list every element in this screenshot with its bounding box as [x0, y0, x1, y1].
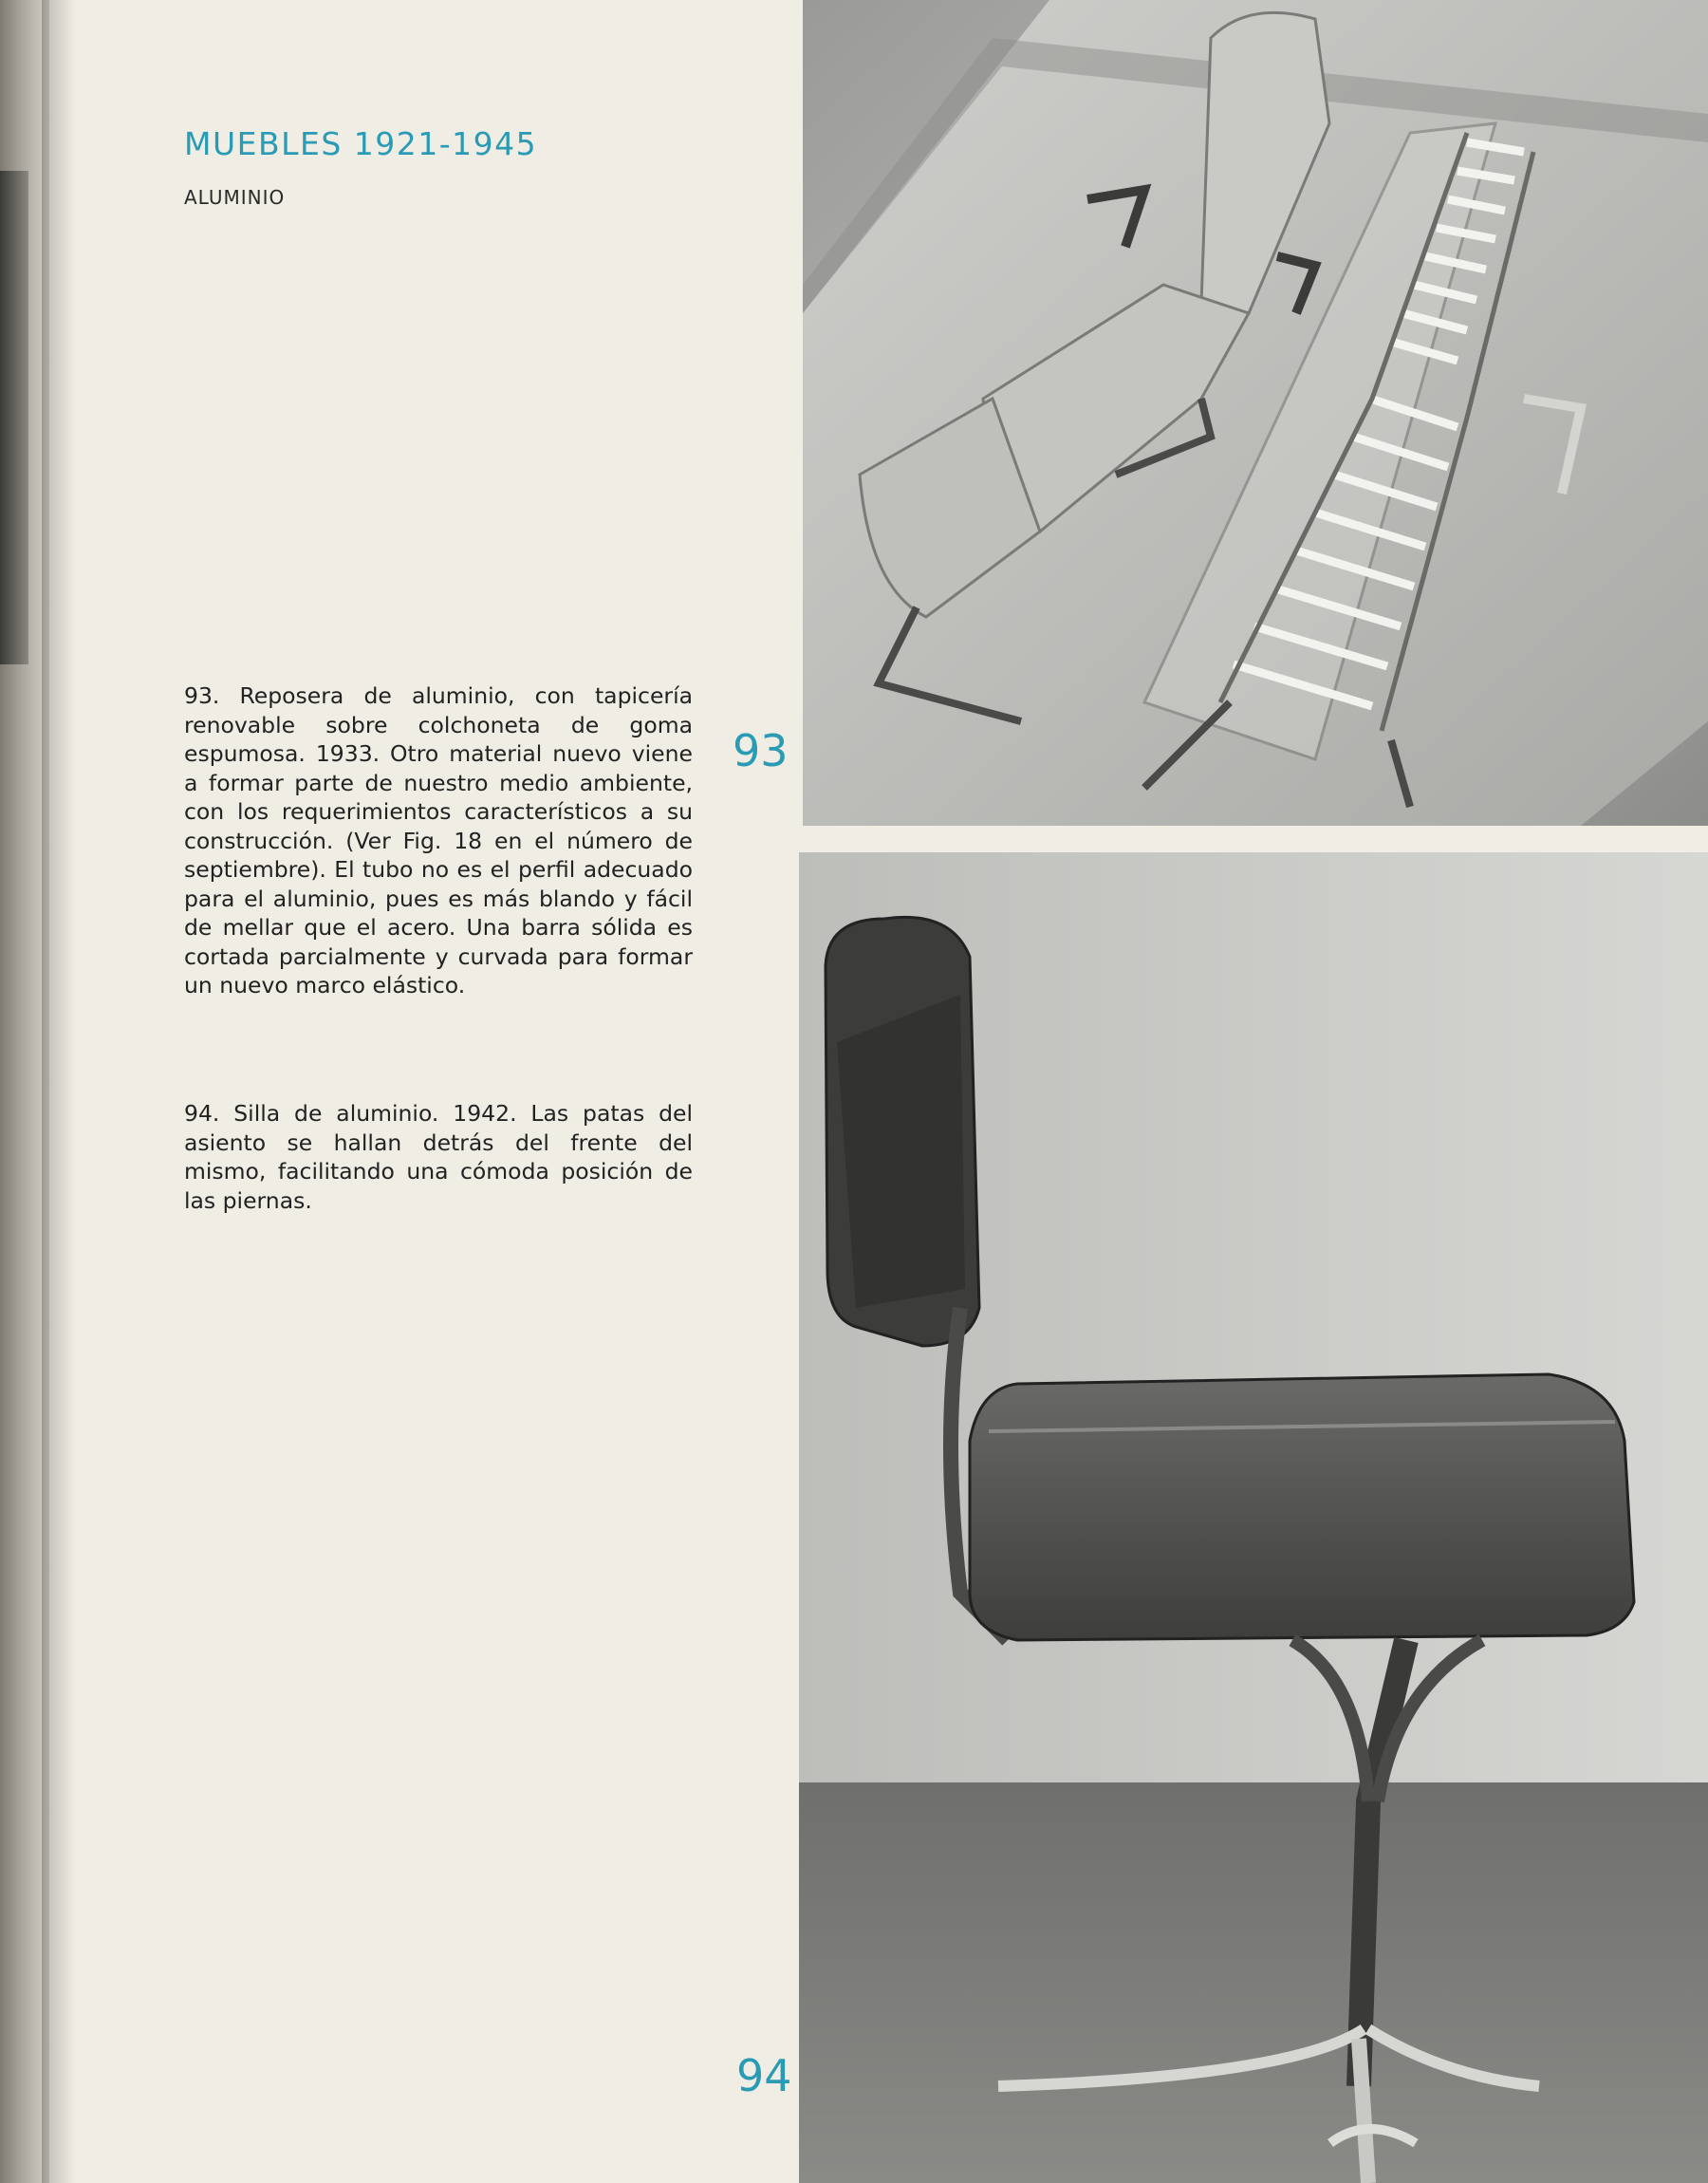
photo-aluminium-chair [799, 852, 1708, 2183]
section-subtitle: ALUMINIO [184, 186, 286, 209]
figure-number-93: 93 [733, 725, 789, 776]
caption-93: 93. Reposera de aluminio, con tapicería renovable sobre colchoneta de goma espumosa. 1933. Otro material nuevo viene a formar parte de nuestro medio ambiente, con los requerimientos característicos a su construcción. (Ver Fig. 18 en el número de septiembre). El tubo no es el perfil adecuado para el aluminio, pues es más blando y fácil de mellar que el acero. Una barra sólida es cortada parcialmente y curvada para formar un nuevo marco elástico. [184, 682, 693, 998]
section-title: MUEBLES 1921-1945 [184, 125, 538, 162]
caption-94: 94. Silla de aluminio. 1942. Las patas del asiento se hallan detrás del frente del mismo, facilitando una cómoda posición de las piernas. [184, 1100, 693, 1214]
figure-number-94: 94 [736, 2050, 792, 2101]
book-gutter-shadow [42, 0, 76, 2183]
photo-divider [799, 826, 1708, 852]
photo-lounge-chairs [803, 0, 1708, 826]
